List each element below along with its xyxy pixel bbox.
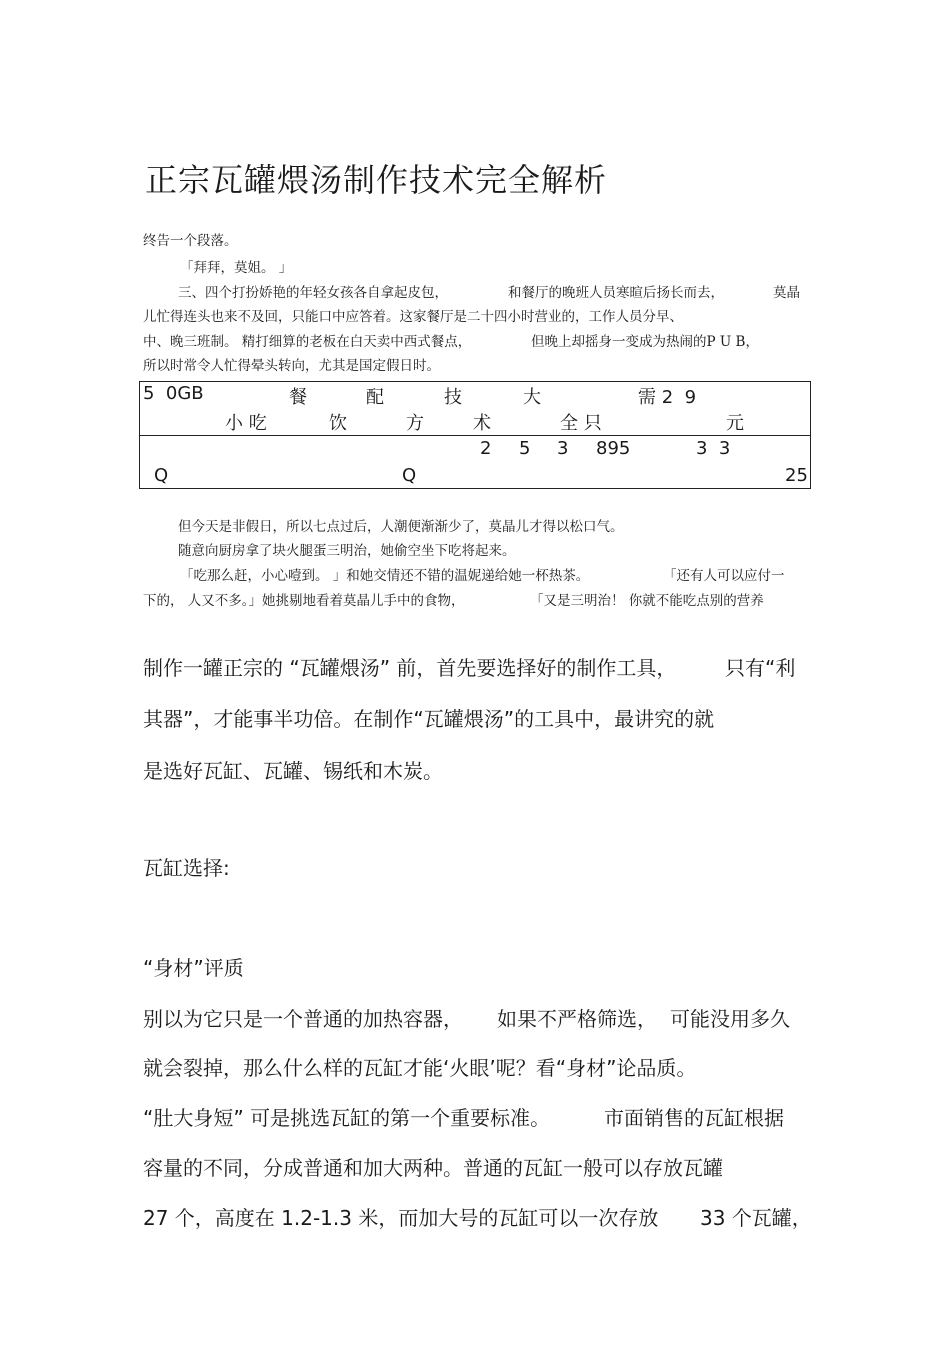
excerpt-line: 和餐厅的晚班人员寒暄后扬长而去， <box>508 285 724 301</box>
table-cell: 饮 <box>329 413 347 434</box>
body-line: 市面销售的瓦缸根据 <box>604 1106 784 1130</box>
table-cell: 大 <box>523 387 541 408</box>
body-line: 如果不严格筛选， <box>497 1007 657 1031</box>
excerpt-line: 所以时常令人忙得晕头转向，尤其是国定假日时。 <box>143 358 440 374</box>
excerpt-line: 莫晶 <box>773 285 800 301</box>
page-title: 正宗瓦罐煨汤制作技术完全解析 <box>145 161 608 199</box>
intro-line: 是选好瓦缸、瓦罐、锡纸和木炭。 <box>143 759 443 783</box>
table-cell: 25 <box>785 465 808 486</box>
excerpt-line: 「拜拜，莫姐。 」 <box>180 260 293 276</box>
sub-heading: “身材”评质 <box>143 956 244 980</box>
table-cell: 需 2 9 <box>638 387 697 408</box>
body-line: 就会裂掉，那么什么样的瓦缸才能‘火眼’呢？看“身材”论品质。 <box>143 1056 697 1080</box>
intro-line: 只有“利 <box>725 656 796 680</box>
excerpt-line: 下的， 人又不多。」她挑剔地看着莫晶儿手中的食物， <box>143 593 465 609</box>
excerpt-line: 「吃那么赶，小心噎到。 」和她交情还不错的温妮递给她一杯热茶。 <box>180 568 590 584</box>
intro-line: 制作一罐正宗的 “瓦罐煨汤” 前，首先要选择好的制作工具， <box>143 656 677 680</box>
excerpt-line: 儿忙得连头也来不及回，只能口中应答着。这家餐厅是二十四小时营业的，工作人员分早、 <box>143 309 683 325</box>
section-heading: 瓦缸选择: <box>143 856 230 880</box>
table-cell: 895 <box>596 438 631 459</box>
table-divider <box>140 435 810 436</box>
excerpt-line: 但今天是非假日，所以七点过后，人潮便渐渐少了，莫晶儿才得以松口气。 <box>178 519 624 535</box>
table-cell: 配 <box>366 387 384 408</box>
table-cell: 元 <box>726 413 744 434</box>
table-cell: 2 <box>480 438 492 459</box>
excerpt-line: 三、四个打扮娇艳的年轻女孩各自拿起皮包， <box>178 285 448 301</box>
intro-line: 其器”，才能事半功倍。在制作“瓦罐煨汤”的工具中，最讲究的就 <box>143 707 715 731</box>
table-cell: 小 吃 <box>225 413 267 434</box>
data-table <box>139 381 811 489</box>
table-cell: 3 3 <box>696 438 731 459</box>
table-cell: 3 <box>557 438 569 459</box>
table-cell: 餐 <box>289 387 307 408</box>
table-cell: Q <box>154 465 169 486</box>
table-cell: Q <box>402 465 417 486</box>
excerpt-line: 随意向厨房拿了块火腿蛋三明治，她偷空坐下吃将起来。 <box>178 543 516 559</box>
body-line: 别以为它只是一个普通的加热容器， <box>143 1007 463 1031</box>
table-cell: 5 <box>519 438 531 459</box>
excerpt-line: 「又是三明治！ 你就不能吃点别的营养 <box>530 593 764 609</box>
table-cell: 方 <box>406 413 424 434</box>
body-line: 容量的不同，分成普通和加大两种。普通的瓦缸一般可以存放瓦罐 <box>143 1156 723 1180</box>
excerpt-line: 但晚上却摇身一变成为热闹的P U B， <box>531 334 759 350</box>
table-cell: 术 <box>473 413 491 434</box>
table-cell: 5 0GB <box>143 383 204 404</box>
table-cell: 全 只 <box>560 413 602 434</box>
excerpt-line: 「还有人可以应付一 <box>663 568 785 584</box>
excerpt-line: 终告一个段落。 <box>143 233 238 249</box>
body-line: 33 个瓦罐， <box>700 1206 812 1230</box>
excerpt-line: 中、晚三班制。 精打细算的老板在白天卖中西式餐点， <box>143 334 472 350</box>
body-line: 可能没用多久 <box>670 1007 790 1031</box>
body-line: “肚大身短” 可是挑选瓦缸的第一个重要标准。 <box>143 1106 551 1130</box>
body-line: 27 个，高度在 1.2-1.3 米，而加大号的瓦缸可以一次存放 <box>143 1206 659 1230</box>
table-cell: 技 <box>444 387 462 408</box>
